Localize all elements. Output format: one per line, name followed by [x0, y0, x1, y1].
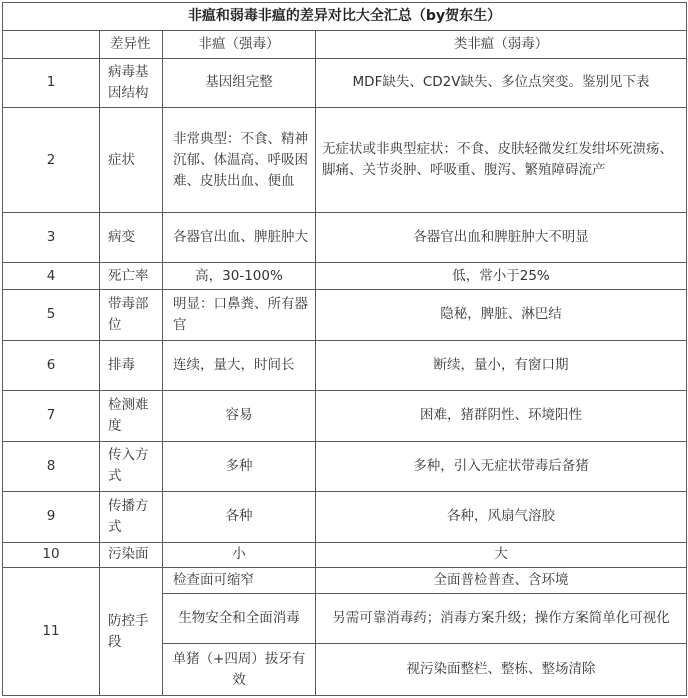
- row-item: 病变: [100, 213, 163, 263]
- cell-strong: 容易: [163, 391, 316, 441]
- table-row: [3, 492, 687, 542]
- cell-strong: 多种: [163, 441, 316, 491]
- row-number: 6: [3, 340, 100, 390]
- table-row: [3, 441, 687, 491]
- row-number: 11: [3, 568, 100, 696]
- row-item: 症状: [100, 108, 163, 213]
- cell-weak: 多种，引入无症状带毒后备猪: [316, 441, 687, 491]
- row-item: 污染面: [100, 542, 163, 568]
- cell-strong: 各种: [163, 492, 316, 542]
- cell-weak: 大: [316, 542, 687, 568]
- row-item: 检测难度: [100, 391, 163, 441]
- cell-strong: 高，30-100%: [163, 263, 316, 290]
- header-strong: 非瘟（强毒）: [163, 30, 316, 58]
- cell-weak: 无症状或非典型症状：不食、皮肤轻微发红发绀坏死溃疡、脚痛、关节炎肿、呼吸重、腹泻、繁殖障碍流产: [316, 108, 687, 213]
- header-item: 差异性: [100, 30, 163, 58]
- cell-strong: 单猪（+四周）拔牙有效: [163, 644, 316, 696]
- table-title: 非瘟和弱毒非瘟的差异对比大全汇总（by贺东生）: [3, 3, 687, 31]
- table-row: [3, 263, 687, 290]
- row-number: 10: [3, 542, 100, 568]
- cell-strong: 各器官出血、脾脏肿大: [163, 213, 316, 263]
- row-item: 带毒部位: [100, 290, 163, 340]
- cell-strong: 检查面可缩窄: [163, 568, 316, 594]
- cell-weak: 全面普检普查、含环境: [316, 568, 687, 594]
- comparison-table: [2, 2, 687, 696]
- cell-strong: 明显：口鼻粪、所有器官: [163, 290, 316, 340]
- cell-weak: 断续，量小，有窗口期: [316, 340, 687, 390]
- row-item: 死亡率: [100, 263, 163, 290]
- table-row: [3, 568, 687, 594]
- row-item: 排毒: [100, 340, 163, 390]
- title-row: [3, 3, 687, 31]
- cell-weak: 低，常小于25%: [316, 263, 687, 290]
- cell-weak: 另需可靠消毒药；消毒方案升级；操作方案简单化可视化: [316, 593, 687, 643]
- table-row: [3, 290, 687, 340]
- header-row: [3, 30, 687, 58]
- row-number: 9: [3, 492, 100, 542]
- cell-strong: 小: [163, 542, 316, 568]
- row-item: 防控手段: [100, 568, 163, 696]
- table-row: [3, 391, 687, 441]
- table-row: [3, 340, 687, 390]
- header-weak: 类非瘟（弱毒）: [316, 30, 687, 58]
- cell-weak: 困难，猪群阴性、环境阳性: [316, 391, 687, 441]
- row-number: 5: [3, 290, 100, 340]
- cell-weak: 各种，风扇气溶胶: [316, 492, 687, 542]
- cell-weak: MDF缺失、CD2V缺失、多位点突变。鉴别见下表: [316, 58, 687, 107]
- table-row: [3, 108, 687, 213]
- row-number: 2: [3, 108, 100, 213]
- row-item: 传入方式: [100, 441, 163, 491]
- cell-weak: 各器官出血和脾脏肿大不明显: [316, 213, 687, 263]
- row-number: 3: [3, 213, 100, 263]
- cell-strong: 连续，量大，时间长: [163, 340, 316, 390]
- table-row: [3, 542, 687, 568]
- row-number: 1: [3, 58, 100, 107]
- cell-weak: 隐秘，脾脏、淋巴结: [316, 290, 687, 340]
- table-row: [3, 213, 687, 263]
- header-num: [3, 30, 100, 58]
- row-item: 病毒基因结构: [100, 58, 163, 107]
- cell-strong: 基因组完整: [163, 58, 316, 107]
- row-number: 8: [3, 441, 100, 491]
- table-row: [3, 58, 687, 107]
- cell-strong: 非常典型：不食、精神沉郁、体温高、呼吸困难、皮肤出血、便血: [163, 108, 316, 213]
- row-number: 4: [3, 263, 100, 290]
- cell-strong: 生物安全和全面消毒: [163, 593, 316, 643]
- row-item: 传播方式: [100, 492, 163, 542]
- row-number: 7: [3, 391, 100, 441]
- cell-weak: 视污染面整栏、整栋、整场清除: [316, 644, 687, 696]
